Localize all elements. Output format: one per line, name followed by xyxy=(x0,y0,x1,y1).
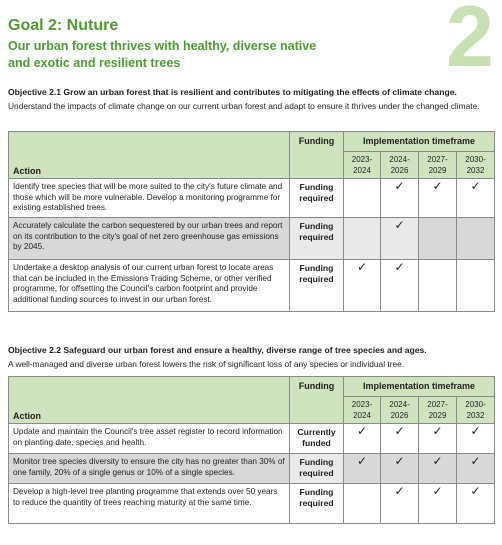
check-cell xyxy=(457,218,495,260)
table-row xyxy=(9,179,495,218)
funding-cell: Funding required xyxy=(290,179,344,218)
action-cell: Identify tree species that will be more suited to the city's future climate and those which will be more vulnerable. Develop a monitoring programme for existing established trees. xyxy=(9,179,290,218)
year-col-2027-2029: 2027- 2029 xyxy=(419,397,457,424)
table-row xyxy=(9,454,495,484)
action-cell: Accurately calculate the carbon sequestered by our urban trees and report on its contribution to the city's goal of net zero greenhouse gas emissions by 2045. xyxy=(9,218,290,260)
year-col-2030-2032: 2030- 2032 xyxy=(457,152,495,179)
funding-cell: Funding required xyxy=(290,484,344,524)
year-col-2023-2024: 2023- 2024 xyxy=(344,152,381,179)
check-cell xyxy=(344,218,381,260)
action-cell: Undertake a desktop analysis of our current urban forest to locate areas that can be included in the Emissions Trading Scheme, or other verified programme, for offsetting the Council's carbon footprint and provide additional funding sources to invest in our urban forest. xyxy=(9,260,290,312)
funding-header: Funding xyxy=(290,377,344,424)
check-cell: ✓ xyxy=(381,484,419,524)
check-cell: ✓ xyxy=(457,484,495,524)
check-cell: ✓ xyxy=(344,260,381,312)
year-col-2023-2024: 2023- 2024 xyxy=(344,397,381,424)
action-header: Action xyxy=(9,132,290,179)
goal-title: Goal 2: Nuture xyxy=(8,17,119,34)
check-cell xyxy=(419,260,457,312)
check-cell: ✓ xyxy=(419,484,457,524)
objective-title: Objective 2.2 Safeguard our urban forest and ensure a healthy, diverse range of tree species and ages. xyxy=(8,345,427,355)
year-col-2024-2026: 2024- 2026 xyxy=(381,152,419,179)
objective-description: Understand the impacts of climate change on our current urban forest and adapt to ensure it thrives under the changed climate. xyxy=(8,101,480,111)
goal-number: 2 xyxy=(446,0,494,85)
check-cell xyxy=(419,218,457,260)
year-col-2030-2032: 2030- 2032 xyxy=(457,397,495,424)
funding-header: Funding xyxy=(290,132,344,179)
check-cell: ✓ xyxy=(381,260,419,312)
funding-cell: Currently funded xyxy=(290,424,344,454)
check-cell: ✓ xyxy=(381,424,419,454)
funding-cell: Funding required xyxy=(290,260,344,312)
check-cell xyxy=(344,484,381,524)
objective-2-1-table xyxy=(8,131,495,312)
check-cell xyxy=(344,179,381,218)
funding-cell: Funding required xyxy=(290,454,344,484)
year-col-2024-2026: 2024- 2026 xyxy=(381,397,419,424)
objective-2-2-heading xyxy=(8,344,494,370)
objective-2-1-heading xyxy=(8,86,494,112)
check-cell: ✓ xyxy=(419,179,457,218)
objective-2-2-table xyxy=(8,376,495,524)
objective-description: A well-managed and diverse urban forest lowers the risk of significant loss of any species or individual tree. xyxy=(8,359,405,369)
year-col-2027-2029: 2027- 2029 xyxy=(419,152,457,179)
objective-title: Objective 2.1 Grow an urban forest that is resilient and contributes to mitigating the effects of climate change. xyxy=(8,87,457,97)
check-cell: ✓ xyxy=(419,454,457,484)
timeframe-header: Implementation timeframe xyxy=(344,132,495,152)
check-cell: ✓ xyxy=(344,454,381,484)
check-cell: ✓ xyxy=(419,424,457,454)
check-cell: ✓ xyxy=(381,179,419,218)
action-cell: Monitor tree species diversity to ensure the city has no greater than 30% of one family, 20% of a single genus or 10% of a single species. xyxy=(9,454,290,484)
goal-subtitle: Our urban forest thrives with healthy, diverse native and exotic and resilient trees xyxy=(8,39,317,70)
action-header: Action xyxy=(9,377,290,424)
check-cell: ✓ xyxy=(381,218,419,260)
check-cell: ✓ xyxy=(457,424,495,454)
check-cell xyxy=(457,260,495,312)
check-cell: ✓ xyxy=(344,424,381,454)
funding-cell: Funding required xyxy=(290,218,344,260)
check-cell: ✓ xyxy=(457,179,495,218)
action-cell: Develop a high-level tree planting programme that extends over 50 years to reduce the quantity of trees reaching maturity at the same time. xyxy=(9,484,290,524)
check-cell: ✓ xyxy=(381,454,419,484)
table-row xyxy=(9,484,495,524)
timeframe-header: Implementation timeframe xyxy=(344,377,495,397)
action-cell: Update and maintain the Council's tree asset register to record information on planting date, species and health. xyxy=(9,424,290,454)
table-row xyxy=(9,424,495,454)
table-row xyxy=(9,218,495,260)
check-cell: ✓ xyxy=(457,454,495,484)
table-row xyxy=(9,260,495,312)
